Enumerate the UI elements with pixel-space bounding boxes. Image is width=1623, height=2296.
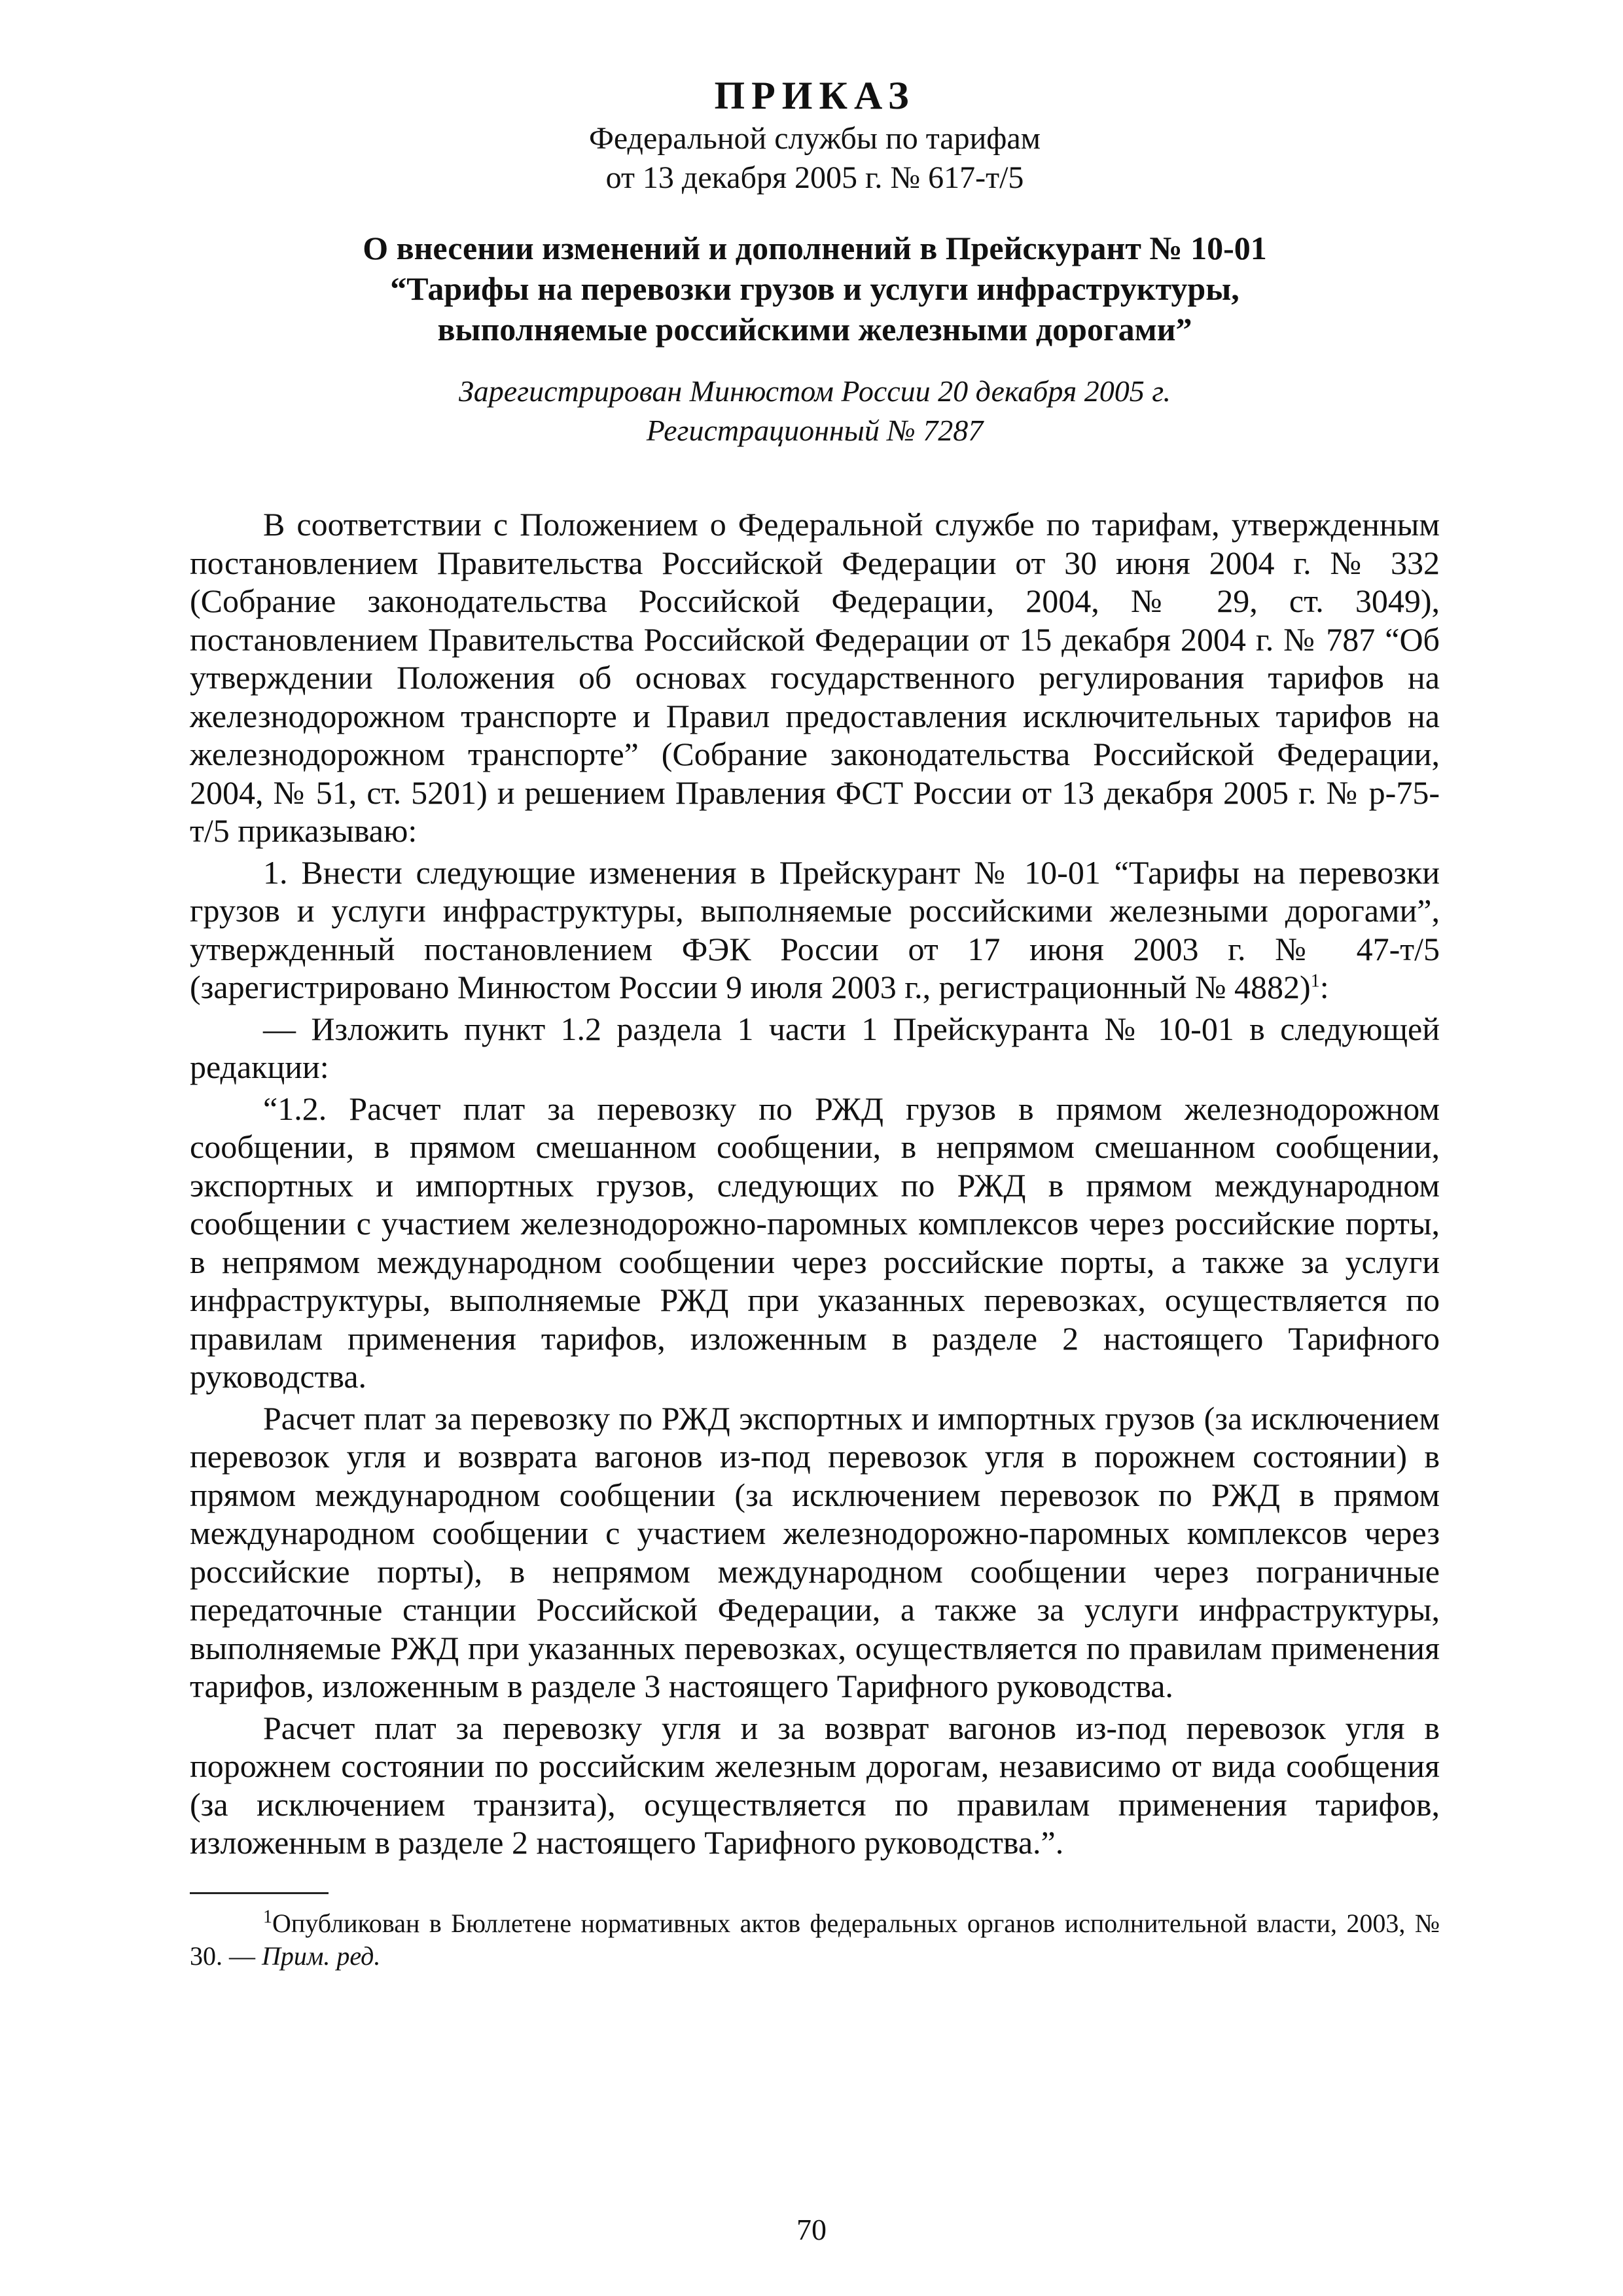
issuer-line: Федеральной службы по тарифам [588,121,1041,156]
document-type: ПРИКАЗ [714,74,916,117]
item-1-paragraph [190,853,1440,1007]
footnote-divider [190,1892,329,1894]
footnote-marker: 1 [263,1907,272,1928]
document-title [190,228,1440,350]
document-page [190,72,1440,1973]
footnote-reference: 1 [1310,971,1320,992]
document-header [190,72,1440,198]
registration-line-2: Регистрационный № 7287 [646,414,984,447]
preamble-paragraph: В соответствии с Положением о Федеральной службе по тарифам, утвержденным постановлением Правительства Российской Федерации от 30 июня 2004 г. № 332 (Собрание законодательства Российской Федерации, 2004, № 29, ст. 3049), постановлением Правительства Российской Федерации от 15 декабря 2004 г. № 787 “Об утверждении Положения об основах государственного регулирования тарифов на железнодорожном транспорте и Правил предоставления исключительных тарифов на железнодорожном транспорте” (Собрание законодательства Российской Федерации, 2004, № 51, ст. 5201) и решением Правления ФСТ России от 13 декабря 2005 г. № р-75-т/5 приказываю: [190,506,1440,849]
export-import-paragraph: Расчет плат за перевозку по РЖД экспортных и импортных грузов (за исключением перевозок угля и возврата вагонов из-под перевозок угля в порожнем состоянии) в прямом международном сообщении (за исключением перевозок по РЖД в прямом международном сообщении с участием железнодорожно-паромных комплексов через российские порты), в непрямом международном сообщении через пограничные передаточные станции Российской Федерации, а также за услуги инфраструктуры, выполняемые РЖД при указанных перевозках, осуществляется по правилам применения тарифов, изложенным в разделе 3 настоящего Тарифного руководства. [190,1399,1440,1704]
item-1-tail: : [1319,969,1329,1005]
amendment-instruction-paragraph: — Изложить пункт 1.2 раздела 1 части 1 Прейскуранта № 10-01 в следующей редакции: [190,1010,1440,1085]
registration-line-1: Зарегистрирован Минюстом России 20 декабря 2005 г. [458,374,1171,408]
coal-paragraph: Расчет плат за перевозку угля и за возврат вагонов из-под перевозок угля в порожнем состоянии по российским железным дорогам, независимо от вида сообщения (за исключением транзита), осуществляется по правилам применения тарифов, изложенным в разделе 2 настоящего Тарифного руководства.”. [190,1709,1440,1861]
title-line-2: “Тарифы на перевозки грузов и услуги инфраструктуры, [390,270,1240,307]
title-line-1: О внесении изменений и дополнений в Прейскурант № 10-01 [363,230,1267,266]
footnote [190,1907,1440,1973]
title-line-3: выполняемые российскими железными дорогами” [437,311,1192,348]
document-body [190,505,1440,1862]
item-1-text: 1. Внести следующие изменения в Прейскурант № 10-01 “Тарифы на перевозки грузов и услуги инфраструктуры, выполняемые российскими железными дорогами”, утвержденный постановлением ФЭК России от 17 июня 2003 г. № 47-т/5 (зарегистрировано Минюстом России 9 июля 2003 г., регистрационный № 4882) [190,853,1440,1005]
footnote-editor-note: Прим. ред. [262,1941,381,1971]
date-number-line: от 13 декабря 2005 г. № 617-т/5 [605,160,1024,195]
footnote-text: Опубликован в Бюллетене нормативных актов федеральных органов исполнительной власти, 2003, № 30. — [190,1908,1440,1971]
page-number: 70 [796,2213,827,2246]
registration-note [190,372,1440,450]
clause-1-2-paragraph: “1.2. Расчет плат за перевозку по РЖД грузов в прямом железнодорожном сообщении, в прямом смешанном сообщении, в непрямом смешанном сообщении, экспортных и импортных грузов, следующих по РЖД в прямом международном сообщении с участием железнодорожно-паромных комплексов через российские порты, в непрямом международном сообщении через российские порты, а также за услуги инфраструктуры, выполняемые РЖД при указанных перевозках, осуществляется по правилам применения тарифов, изложенным в разделе 2 настоящего Тарифного руководства. [190,1090,1440,1395]
